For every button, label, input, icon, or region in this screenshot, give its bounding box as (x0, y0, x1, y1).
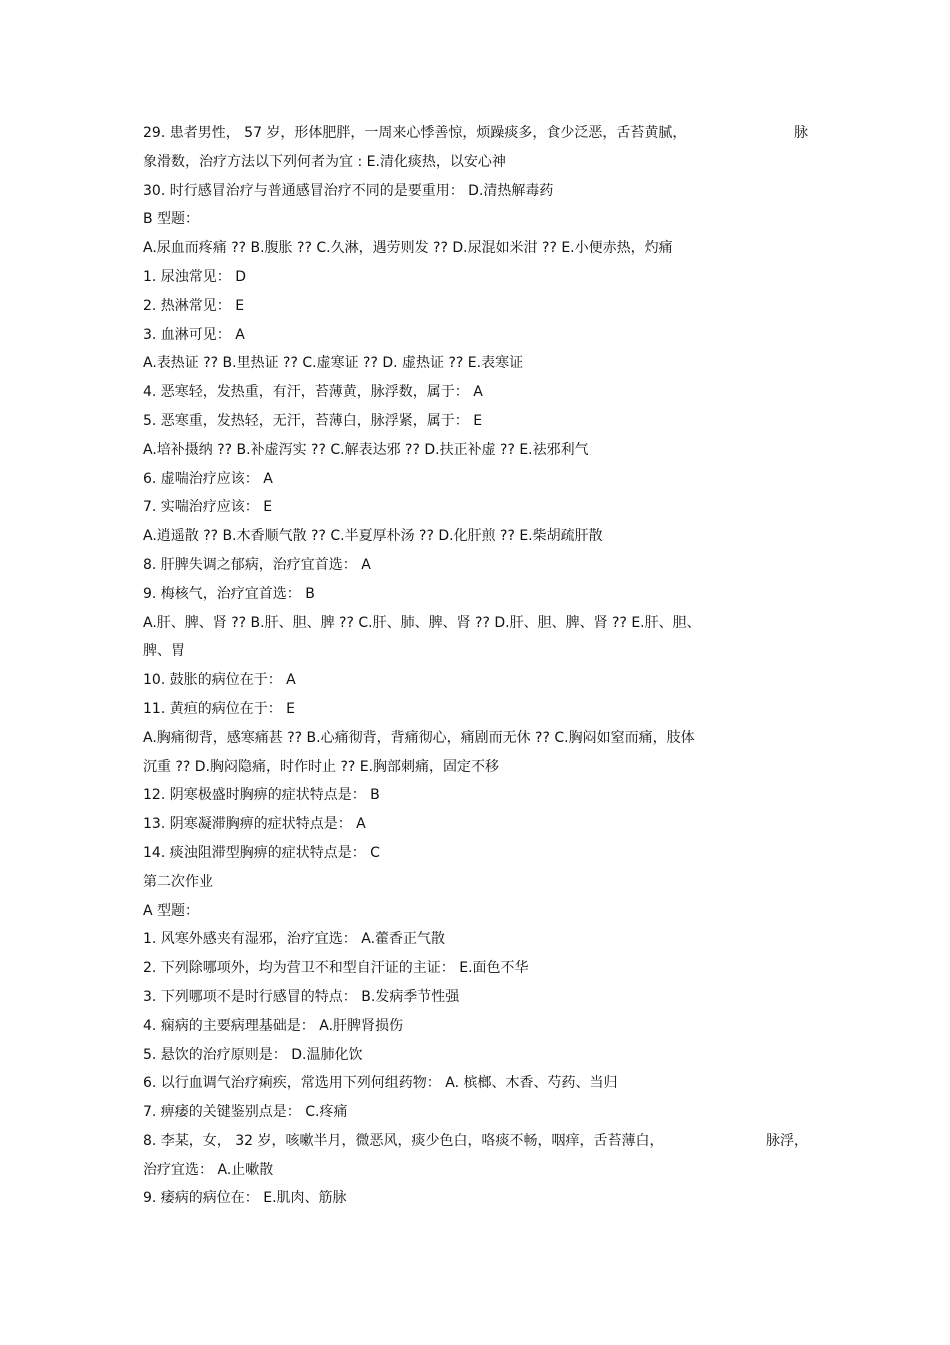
text-line (143, 580, 808, 609)
text-line (143, 983, 808, 1012)
text-line (143, 868, 808, 897)
text-line-part: 30. 时行感冒治疗与普通感冒治疗不同的是要重用： D.清热解毒药 (143, 182, 554, 199)
text-line-part: A.表热证 ?? B.里热证 ?? C.虚寒证 ?? D. 虚热证 ?? E.表寒证 (143, 355, 524, 372)
text-line-part: B 型题： (143, 211, 200, 228)
text-line (143, 753, 808, 782)
text-line-part: 10. 鼓胀的病位在于： A (143, 672, 296, 689)
text-line-part: 脉浮， (766, 1132, 808, 1149)
text-line-part: 13. 阴寒凝滞胸痹的症状特点是： A (143, 816, 366, 833)
text-line-part: 1. 风寒外感夹有湿邪，治疗宜选： A.藿香正气散 (143, 931, 446, 948)
text-line (143, 119, 808, 148)
text-line-part: 14. 痰浊阻滞型胸痹的症状特点是： C (143, 844, 380, 861)
text-line-part: A.逍遥散 ?? B.木香顺气散 ?? C.半夏厚朴汤 ?? D.化肝煎 ?? E.柴胡疏肝散 (143, 528, 603, 545)
text-line-part: 沉重 ?? D.胸闷隐痛，时作时止 ?? E.胸部刺痛，固定不移 (143, 758, 500, 775)
text-line-part: 脉 (794, 125, 808, 141)
text-line-part: 治疗宜选： A.止嗽散 (143, 1161, 274, 1178)
text-line-part: 7. 痹痿的关键鉴别点是： C.疼痛 (143, 1104, 348, 1121)
text-line-part: 6. 虚喘治疗应该： A (143, 470, 273, 487)
text-line (143, 522, 808, 551)
text-line-part: 8. 肝脾失调之郁病，治疗宜首选： A (143, 556, 371, 573)
text-line-part: 2. 下列除哪项外，均为营卫不和型自汗证的主证： E.面色不华 (143, 960, 529, 977)
text-line-part: 9. 痿病的病位在： E.肌肉、筋脉 (143, 1190, 347, 1207)
text-line (143, 148, 808, 177)
text-line (143, 609, 808, 638)
text-line-part: 1. 尿浊常见： D (143, 268, 247, 285)
text-line (143, 349, 808, 378)
text-line-part: 4. 痫病的主要病理基础是： A.肝脾肾损伤 (143, 1017, 404, 1034)
text-line-part: A.肝、脾、肾 ?? B.肝、胆、脾 ?? C.肝、肺、脾、肾 ?? D.肝、胆、脾、肾 ?? E.肝、胆、 (143, 614, 701, 631)
text-line (143, 1012, 808, 1041)
text-line (143, 234, 808, 263)
text-line-part: 11. 黄疸的病位在于： E (143, 700, 296, 717)
text-line (143, 378, 808, 407)
text-line-part: 5. 恶寒重，发热轻，无汗，苔薄白，脉浮紧，属于： E (143, 412, 483, 429)
text-line (143, 897, 808, 926)
text-line (143, 781, 808, 810)
text-line (143, 810, 808, 839)
text-line (143, 1184, 808, 1213)
text-line-part: 5. 悬饮的治疗原则是： D.温肺化饮 (143, 1046, 363, 1063)
text-line-part: 第二次作业 (143, 873, 213, 890)
text-line (143, 407, 808, 436)
text-line (143, 954, 808, 983)
text-line-part: A 型题： (143, 902, 200, 919)
text-line-part: 6. 以行血调气治疗痢疾，常选用下列何组药物： A. 槟榔、木香、芍药、当归 (143, 1075, 618, 1092)
text-line (143, 177, 808, 206)
text-line-part: 脾、胃 (143, 643, 185, 660)
text-line (143, 436, 808, 465)
text-line (143, 695, 808, 724)
text-line (143, 465, 808, 494)
text-line (143, 1098, 808, 1127)
text-line (143, 637, 808, 666)
text-line (143, 925, 808, 954)
text-line-part: 3. 下列哪项不是时行感冒的特点： B.发病季节性强 (143, 988, 460, 1005)
text-line (143, 263, 808, 292)
text-line (143, 321, 808, 350)
text-line (143, 1156, 808, 1185)
text-line-part: 7. 实喘治疗应该： E (143, 499, 273, 516)
text-line-part: 29. 患者男性， 57 岁，形体肥胖，一周来心悸善惊，烦躁痰多，食少泛恶，舌苔黄腻， (143, 125, 687, 141)
text-line (143, 205, 808, 234)
text-line (143, 1041, 808, 1070)
text-line-part: 象滑数，治疗方法以下列何者为宜 : E.清化痰热，以安心神 (143, 153, 506, 170)
text-line (143, 724, 808, 753)
text-line (143, 493, 808, 522)
text-line (143, 292, 808, 321)
document-body (143, 119, 808, 1213)
text-line-part: 3. 血淋可见： A (143, 326, 245, 343)
text-line (143, 1127, 808, 1156)
text-line (143, 666, 808, 695)
text-line-part: A.胸痛彻背，感寒痛甚 ?? B.心痛彻背，背痛彻心，痛剧而无休 ?? C.胸闷如窒而痛，肢体 (143, 729, 695, 746)
text-line-part: 9. 梅核气，治疗宜首选： B (143, 585, 315, 602)
text-line-part: 2. 热淋常见： E (143, 297, 245, 314)
text-line-part: A.培补摄纳 ?? B.补虚泻实 ?? C.解表达邪 ?? D.扶正补虚 ?? E.祛邪利气 (143, 441, 589, 458)
text-line (143, 551, 808, 580)
text-line (143, 839, 808, 868)
text-line-part: A.尿血而疼痛 ?? B.腹胀 ?? C.久淋，遇劳则发 ?? D.尿混如米泔 ?? E.小便赤热，灼痛 (143, 240, 673, 257)
text-line-part: 12. 阴寒极盛时胸痹的症状特点是： B (143, 787, 380, 804)
text-line (143, 1069, 808, 1098)
text-line-part: 4. 恶寒轻，发热重，有汗，苔薄黄，脉浮数，属于： A (143, 384, 483, 401)
text-line-part: 8. 李某，女， 32 岁，咳嗽半月，微恶风，痰少色白，咯痰不畅，咽痒，舌苔薄白， (143, 1132, 664, 1149)
